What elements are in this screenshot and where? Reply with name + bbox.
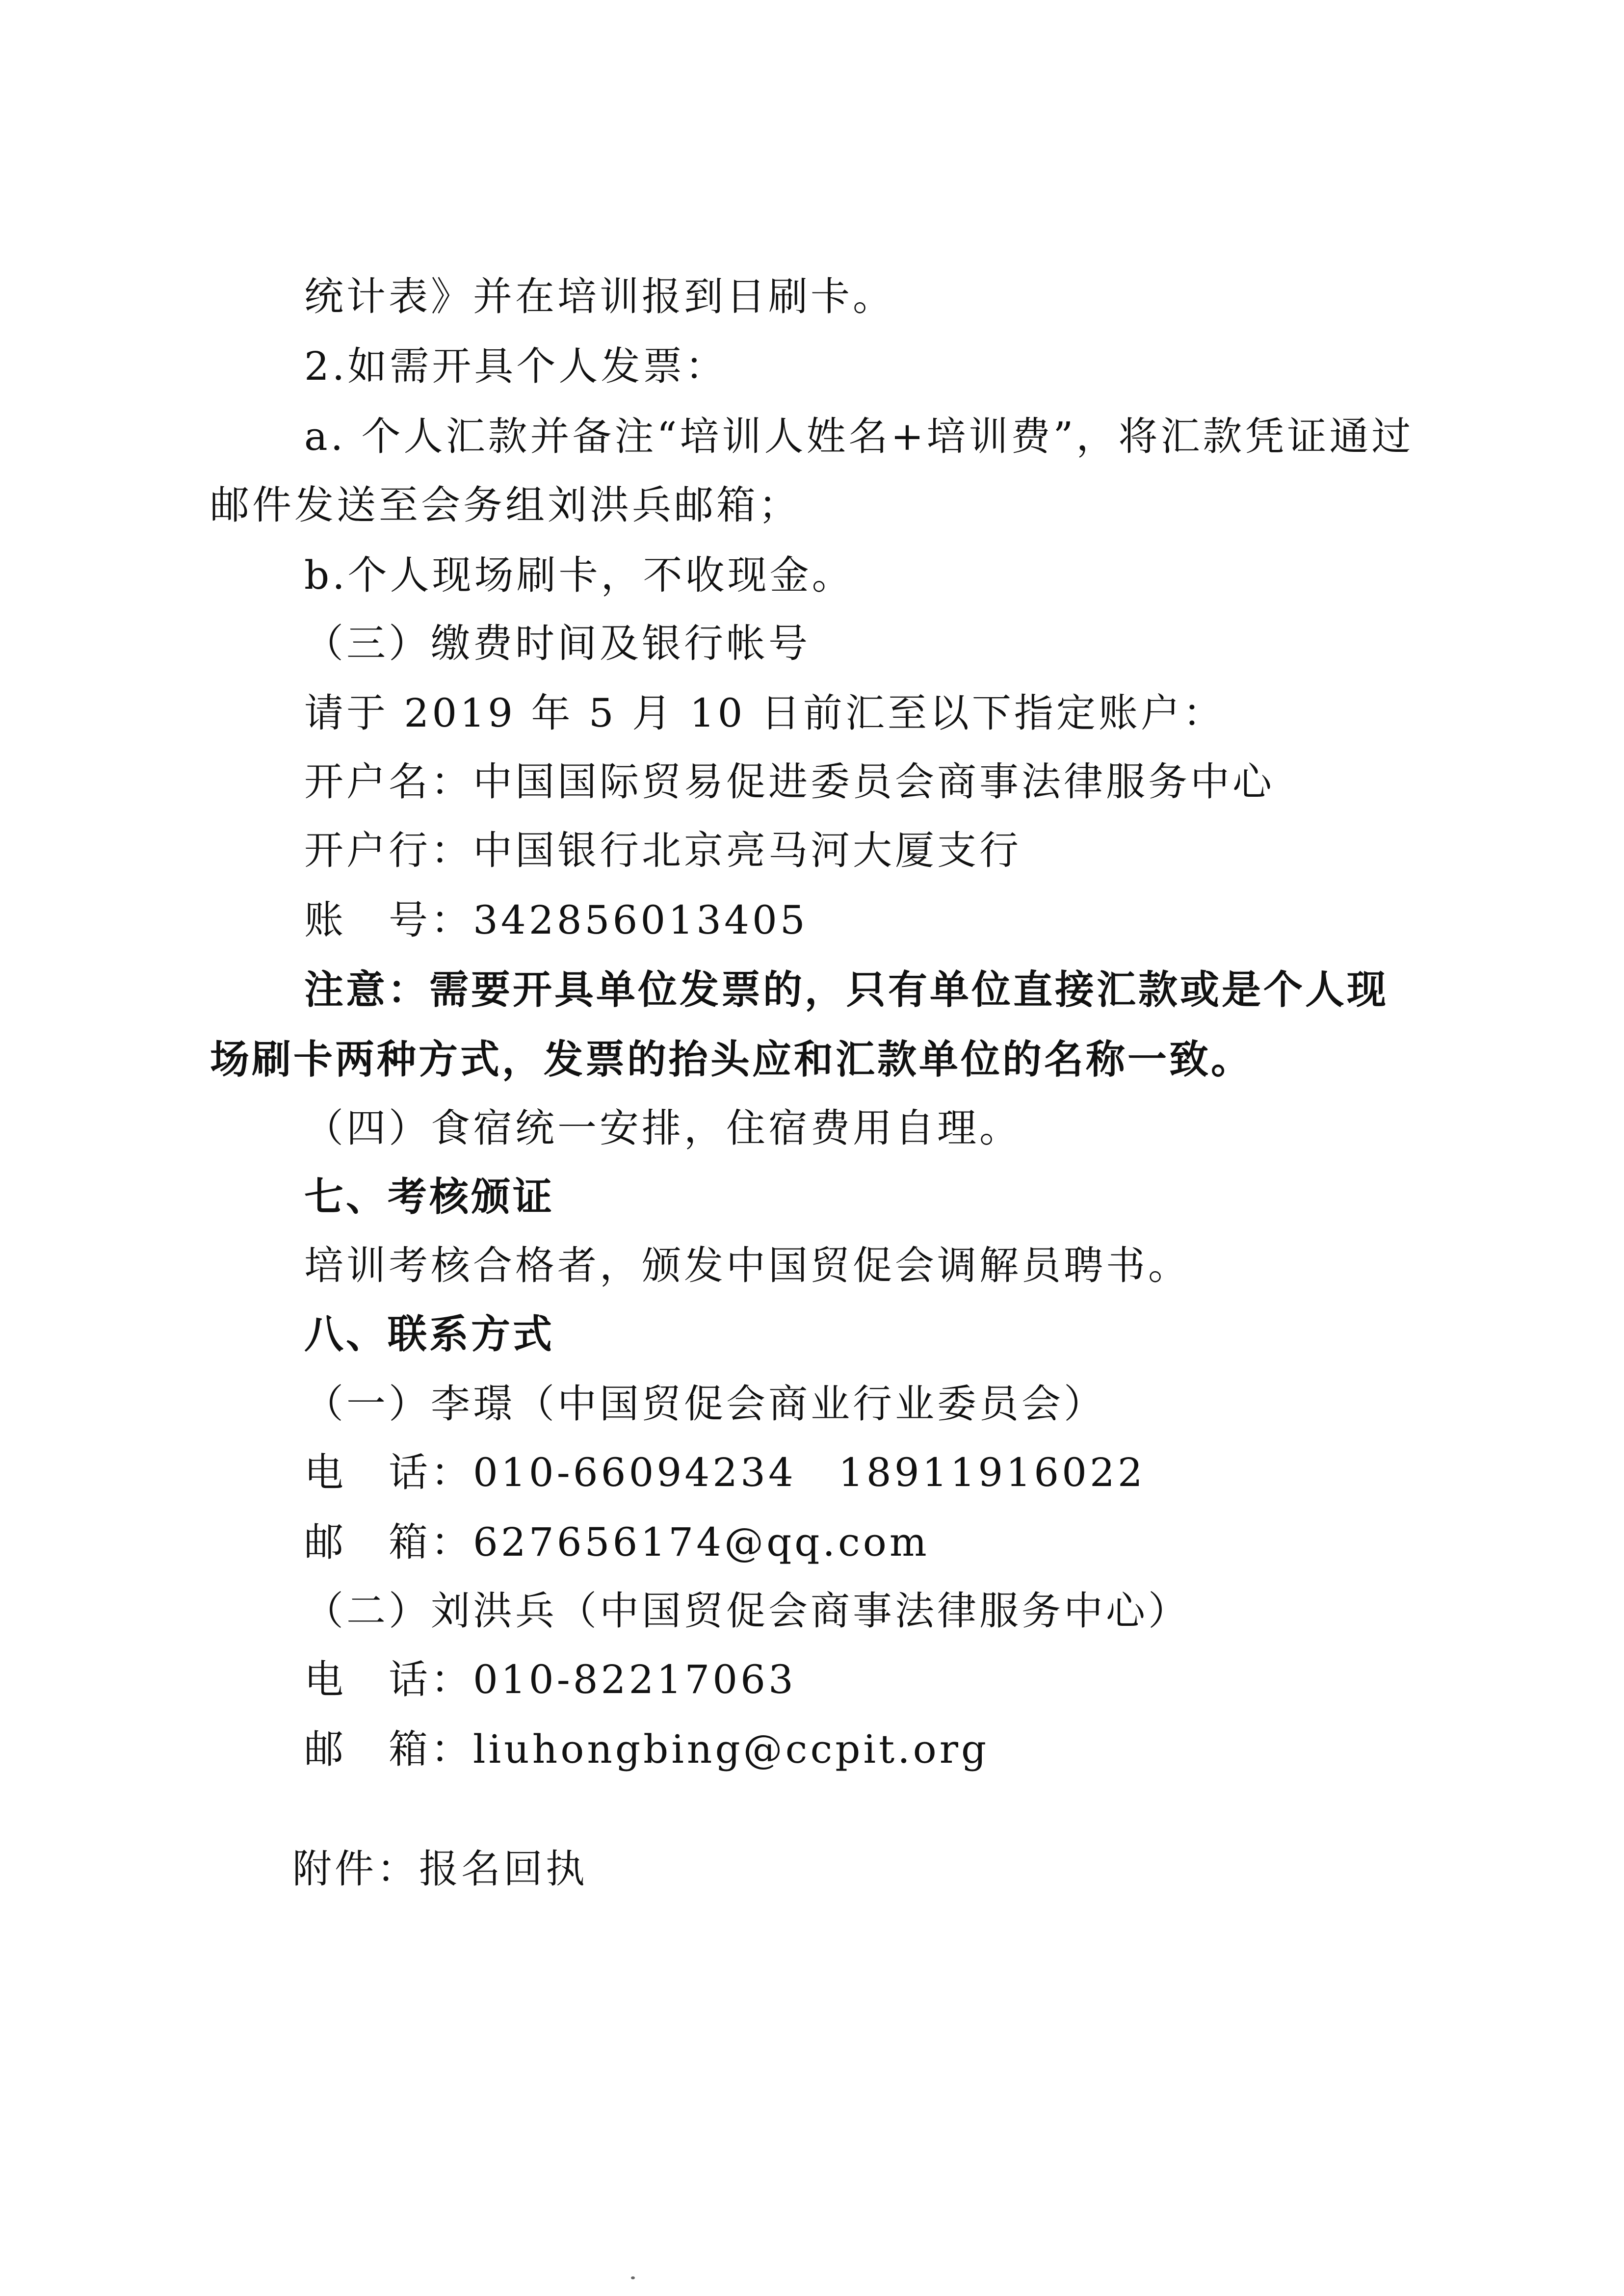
contact-phone xyxy=(304,1448,1146,1497)
attachment-line: 附件：报名回执 xyxy=(292,1846,588,1892)
paragraph-line: 请于 2019 年 5 月 10 日前汇至以下指定账户： xyxy=(304,690,1225,736)
section-heading: （三）缴费时间及银行帐号 xyxy=(304,621,811,666)
account-name-line: 开户名：中国国际贸易促进委员会商事法律服务中心 xyxy=(304,759,1275,805)
contact-email xyxy=(304,1518,930,1567)
phone-value: 010-82217063 xyxy=(473,1657,796,1702)
contact-title: （二）刘洪兵（中国贸促会商事法律服务中心） xyxy=(304,1588,1190,1634)
notice-line: 场刷卡两种方式，发票的抬头应和汇款单位的名称一致。 xyxy=(210,1037,1253,1082)
contact-email xyxy=(304,1725,989,1774)
paragraph-line: a. 个人汇款并备注“培训人姓名+培训费”，将汇款凭证通过 xyxy=(304,414,1414,459)
paragraph-line: b.个人现场刷卡，不收现金。 xyxy=(304,552,854,598)
scan-speck xyxy=(631,2276,635,2279)
paragraph-line: 邮件发送至会务组刘洪兵邮箱； xyxy=(210,482,801,528)
email-label: 邮 箱： xyxy=(304,1726,473,1772)
phone-label: 电 话： xyxy=(304,1657,473,1702)
notice-line: 注意：需要开具单位发票的，只有单位直接汇款或是个人现 xyxy=(304,967,1388,1013)
section-heading: （四）食宿统一安排，住宿费用自理。 xyxy=(304,1105,1022,1151)
phone-value: 010-66094234 18911916022 xyxy=(473,1450,1146,1495)
account-number-line: 账 号：342856013405 xyxy=(304,897,808,943)
chapter-heading: 七、考核颁证 xyxy=(304,1174,554,1220)
paragraph-line: 统计表》并在培训报到日刷卡。 xyxy=(304,274,895,319)
chapter-heading: 八、联系方式 xyxy=(304,1311,554,1357)
contact-phone xyxy=(304,1655,796,1704)
contact-title: （一）李璟（中国贸促会商业行业委员会） xyxy=(304,1381,1106,1427)
email-value: 627656174@qq.com xyxy=(473,1519,930,1565)
paragraph-line: 培训考核合格者，颁发中国贸促会调解员聘书。 xyxy=(304,1243,1190,1288)
bank-name-line: 开户行：中国银行北京亮马河大厦支行 xyxy=(304,828,1022,873)
paragraph-line: 2.如需开具个人发票： xyxy=(304,343,728,389)
phone-label: 电 话： xyxy=(304,1450,473,1495)
email-label: 邮 箱： xyxy=(304,1519,473,1565)
email-value: liuhongbing@ccpit.org xyxy=(473,1726,990,1772)
